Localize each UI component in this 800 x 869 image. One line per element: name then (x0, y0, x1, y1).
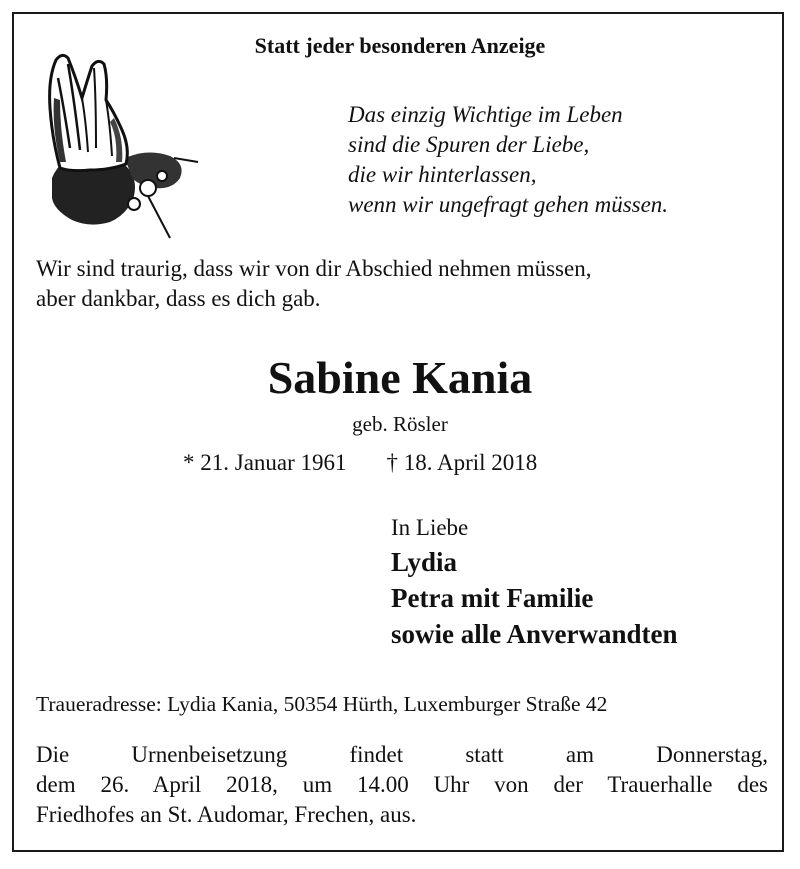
poem-line: Das einzig Wichtige im Leben (348, 102, 623, 127)
mourner-name: Lydia (391, 547, 458, 577)
poem-line: sind die Spuren der Liebe, (348, 132, 590, 157)
mourner-name: sowie alle Anverwandten (391, 619, 678, 649)
poem-line: die wir hinterlassen, (348, 162, 537, 187)
intro-text (36, 254, 591, 314)
death-date: † 18. April 2018 (386, 450, 538, 475)
intro-line: aber dankbar, dass es dich gab. (36, 286, 321, 311)
poem (348, 100, 668, 220)
mourners (391, 512, 678, 652)
mourner-name: Petra mit Familie (391, 583, 594, 613)
notice-line: dem 26. April 2018, um 14.00 Uhr von der Trauerhalle des (36, 772, 768, 797)
birth-date: * 21. Januar 1961 (183, 450, 347, 475)
header-title: Statt jeder besonderen Anzeige (254, 33, 546, 58)
poem-line: wenn wir ungefragt gehen müssen. (348, 192, 669, 217)
notice-line: Die Urnenbeisetzung findet statt am Donnerstag, (36, 742, 768, 767)
praying-hands-icon (30, 38, 205, 248)
life-dates (183, 450, 537, 476)
mourning-address: Traueradresse: Lydia Kania, 50354 Hürth, Luxemburger Straße 42 (36, 692, 608, 716)
deceased-name: Sabine Kania (267, 352, 533, 403)
mourners-lead: In Liebe (391, 515, 469, 540)
notice-line: Friedhofes an St. Audomar, Frechen, aus. (36, 802, 417, 827)
funeral-notice (36, 740, 768, 830)
maiden-name: geb. Rösler (352, 412, 448, 436)
intro-line: Wir sind traurig, dass wir von dir Abschied nehmen müssen, (36, 256, 592, 281)
